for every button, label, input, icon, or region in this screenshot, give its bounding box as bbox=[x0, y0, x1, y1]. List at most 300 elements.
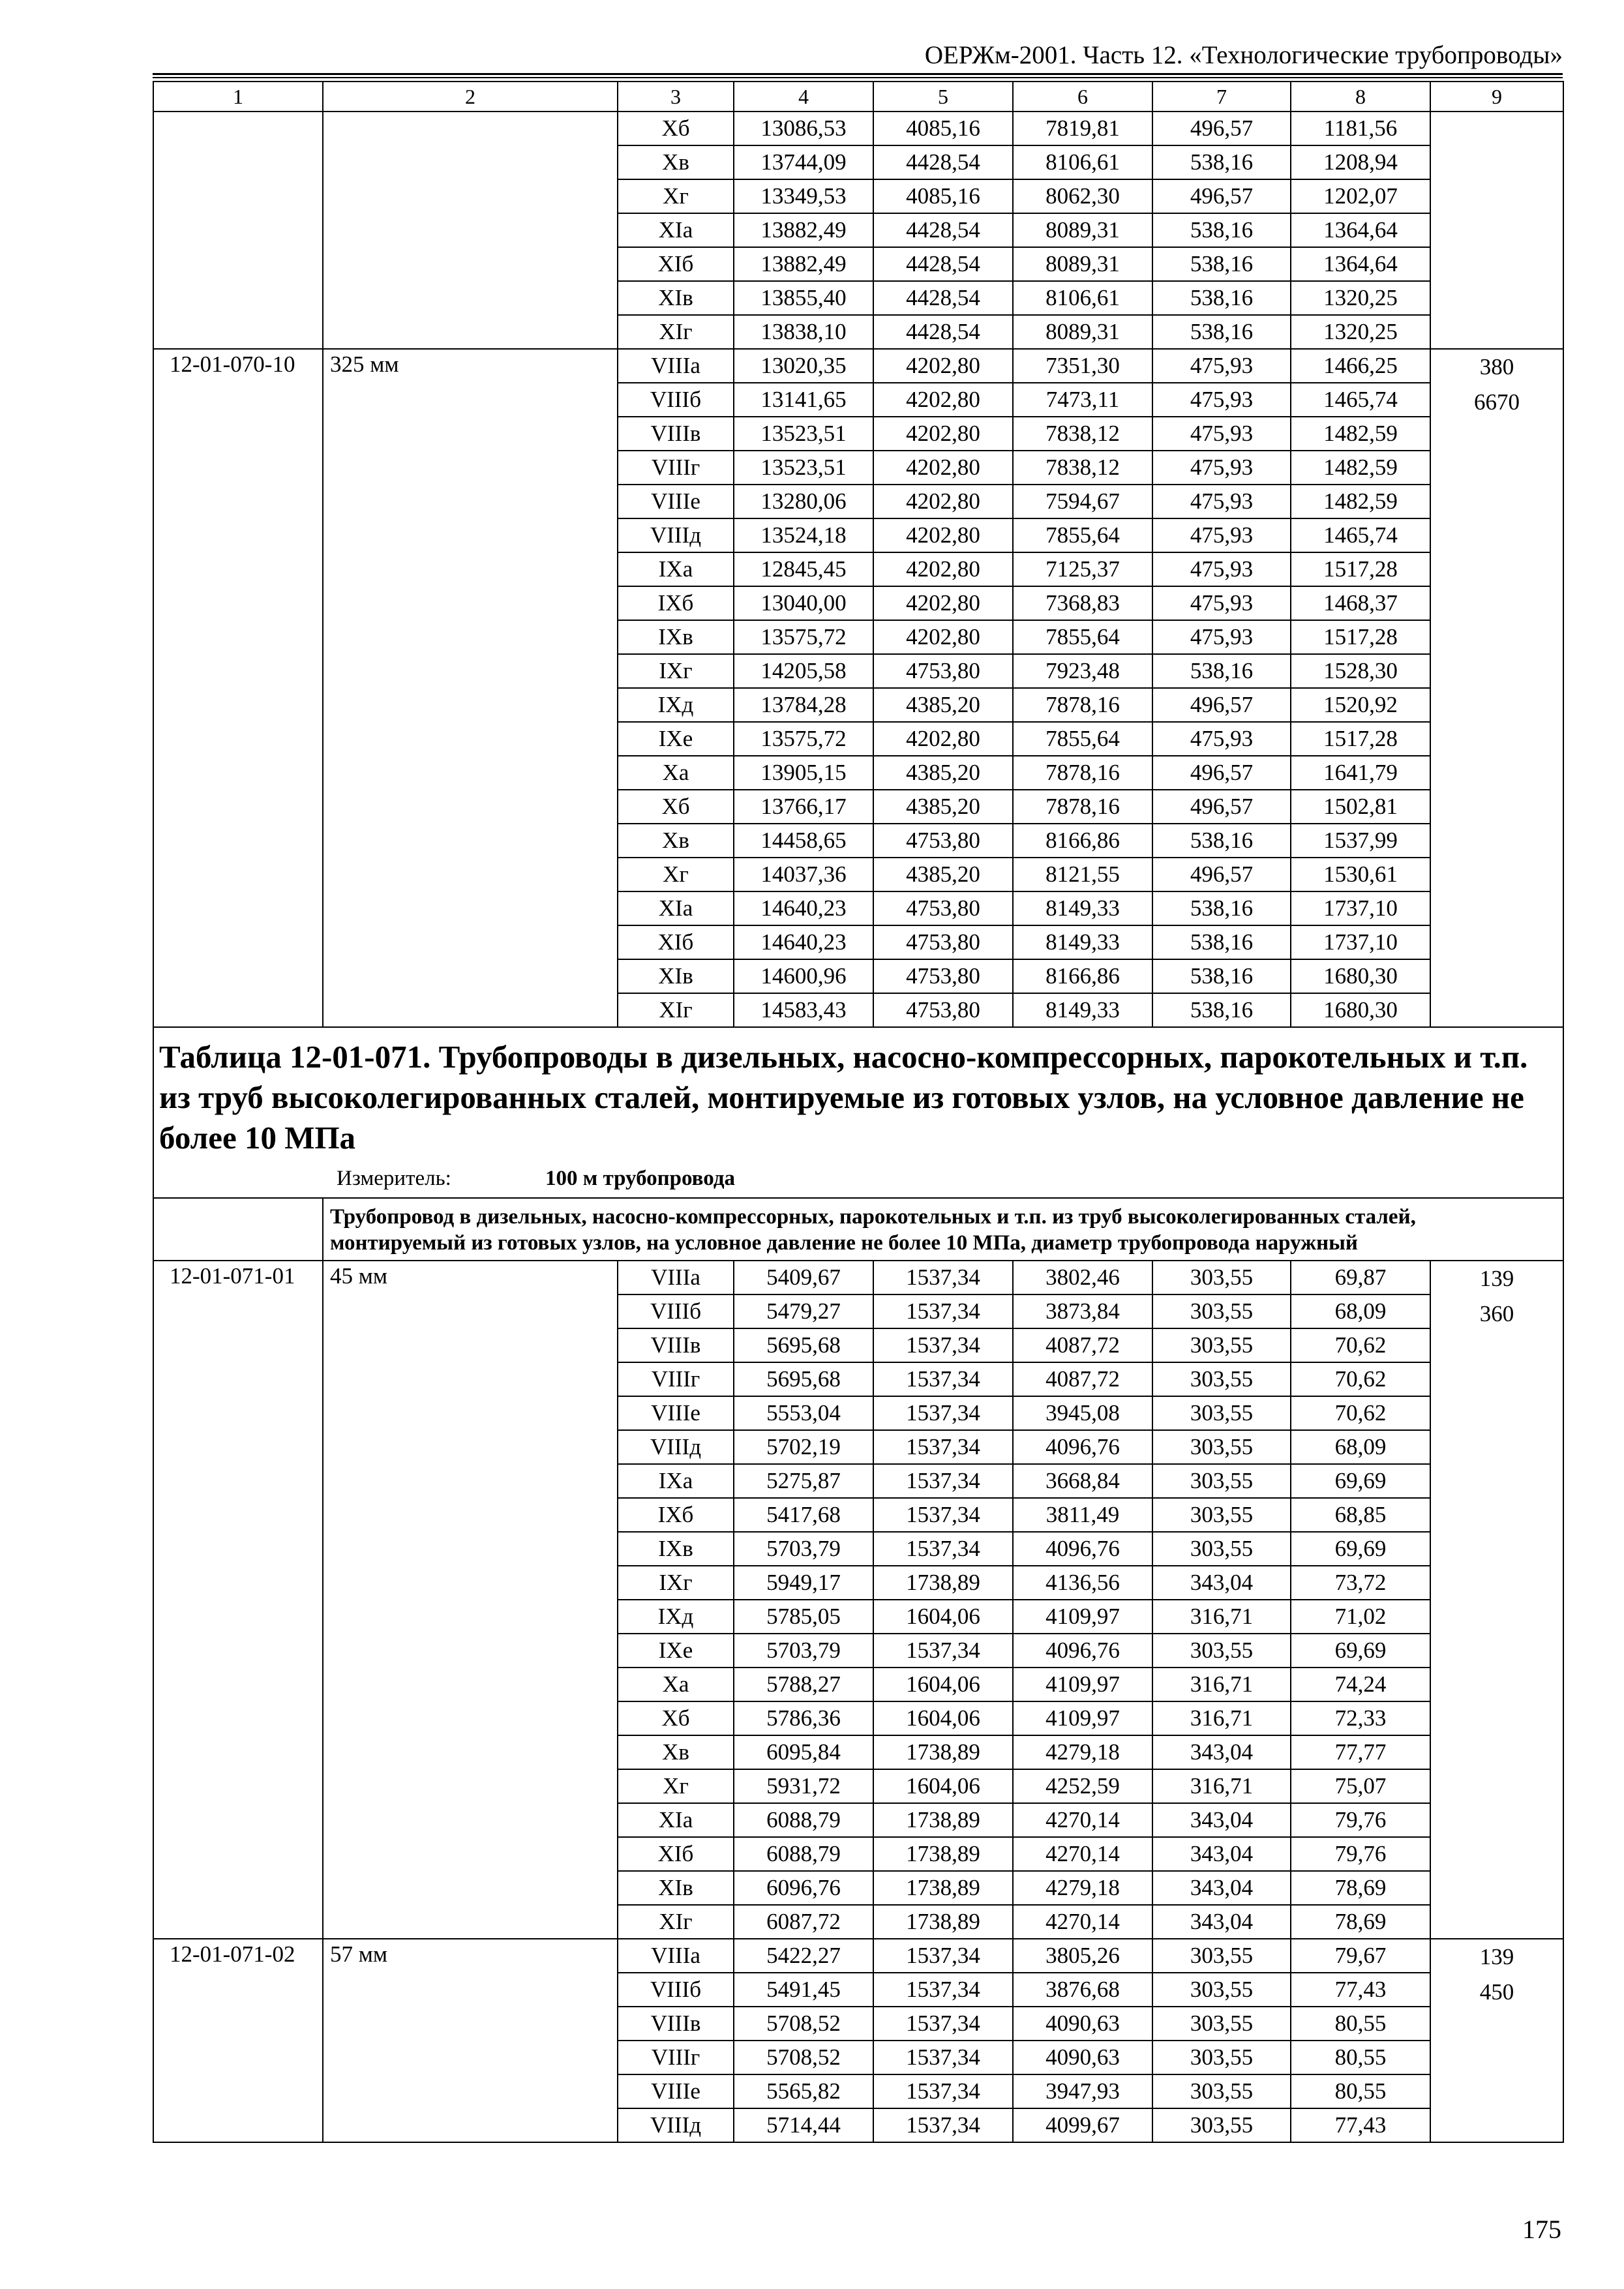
cost-value: 1482,59 bbox=[1291, 485, 1430, 518]
cost-value: 7878,16 bbox=[1013, 688, 1152, 722]
cost-value: 5703,79 bbox=[734, 1532, 873, 1566]
cost-value: 1604,06 bbox=[873, 1668, 1013, 1701]
cost-value: 4087,72 bbox=[1013, 1362, 1152, 1396]
cost-value: 1537,34 bbox=[873, 1430, 1013, 1464]
cost-value: 538,16 bbox=[1152, 654, 1291, 688]
rate-code: 12-01-071-02 bbox=[153, 1939, 323, 2142]
cost-value: 7923,48 bbox=[1013, 654, 1152, 688]
cost-value: 1208,94 bbox=[1291, 145, 1430, 179]
cost-value: 1537,34 bbox=[873, 1396, 1013, 1430]
cost-value: 3947,93 bbox=[1013, 2074, 1152, 2108]
cost-value: 496,57 bbox=[1152, 858, 1291, 891]
cost-value: 1465,74 bbox=[1291, 383, 1430, 417]
cost-value: 7368,83 bbox=[1013, 586, 1152, 620]
cost-value: 303,55 bbox=[1152, 2041, 1291, 2074]
cost-value: 475,93 bbox=[1152, 451, 1291, 485]
cost-value: 13040,00 bbox=[734, 586, 873, 620]
cost-value: 475,93 bbox=[1152, 518, 1291, 552]
description-row bbox=[153, 1198, 1563, 1261]
rate-code bbox=[153, 112, 323, 349]
cost-value: 475,93 bbox=[1152, 552, 1291, 586]
cost-value: 14205,58 bbox=[734, 654, 873, 688]
cost-value: 5703,79 bbox=[734, 1634, 873, 1668]
cost-value: 80,55 bbox=[1291, 2007, 1430, 2041]
cost-value: 4753,80 bbox=[873, 959, 1013, 993]
cost-value: 1482,59 bbox=[1291, 451, 1430, 485]
cost-value: 303,55 bbox=[1152, 1939, 1291, 1973]
column-9-line: 360 bbox=[1479, 1301, 1514, 1326]
cost-value: 68,09 bbox=[1291, 1430, 1430, 1464]
table-description: Трубопровод в дизельных, насосно-компрессорных, парокотельных и т.п. из труб высоколегированных сталей, монтируемый из готовых узлов, на условное давление не более 10 МПа, диаметр трубопровода наружный bbox=[323, 1198, 1563, 1261]
cost-value: 5695,68 bbox=[734, 1328, 873, 1362]
cost-value: 7855,64 bbox=[1013, 518, 1152, 552]
cost-value: 8149,33 bbox=[1013, 891, 1152, 925]
table-row bbox=[153, 1261, 1563, 1294]
work-category: IХд bbox=[618, 688, 734, 722]
cost-value: 4428,54 bbox=[873, 247, 1013, 281]
cost-value: 303,55 bbox=[1152, 1498, 1291, 1532]
work-category: ХIб bbox=[618, 925, 734, 959]
work-category: Хб bbox=[618, 790, 734, 824]
cost-value: 1181,56 bbox=[1291, 112, 1430, 145]
cost-value: 4753,80 bbox=[873, 654, 1013, 688]
work-category: IХд bbox=[618, 1600, 734, 1634]
cost-value: 7878,16 bbox=[1013, 790, 1152, 824]
cost-value: 1738,89 bbox=[873, 1905, 1013, 1939]
cost-value: 13575,72 bbox=[734, 620, 873, 654]
cost-value: 316,71 bbox=[1152, 1600, 1291, 1634]
cost-value: 7838,12 bbox=[1013, 417, 1152, 451]
cost-value: 4428,54 bbox=[873, 145, 1013, 179]
cost-value: 6088,79 bbox=[734, 1803, 873, 1837]
cost-value: 303,55 bbox=[1152, 1362, 1291, 1396]
cost-value: 5949,17 bbox=[734, 1566, 873, 1600]
cost-value: 6095,84 bbox=[734, 1735, 873, 1769]
cost-value: 3945,08 bbox=[1013, 1396, 1152, 1430]
cost-value: 1520,92 bbox=[1291, 688, 1430, 722]
cost-value: 1738,89 bbox=[873, 1566, 1013, 1600]
cost-value: 4090,63 bbox=[1013, 2041, 1152, 2074]
cost-value: 5931,72 bbox=[734, 1769, 873, 1803]
work-category: VIIIа bbox=[618, 1939, 734, 1973]
cost-value: 7351,30 bbox=[1013, 349, 1152, 383]
cost-value: 79,76 bbox=[1291, 1837, 1430, 1871]
cost-value: 14583,43 bbox=[734, 993, 873, 1027]
cost-value: 13523,51 bbox=[734, 451, 873, 485]
cost-value: 1537,34 bbox=[873, 1498, 1013, 1532]
cost-value: 303,55 bbox=[1152, 1464, 1291, 1498]
cost-value: 4270,14 bbox=[1013, 1837, 1152, 1871]
cost-value: 1537,34 bbox=[873, 1939, 1013, 1973]
work-category: ХIг bbox=[618, 993, 734, 1027]
work-category: ХIв bbox=[618, 281, 734, 315]
column-number: 7 bbox=[1152, 82, 1291, 112]
cost-value: 70,62 bbox=[1291, 1362, 1430, 1396]
cost-value: 4202,80 bbox=[873, 349, 1013, 383]
cost-value: 5702,19 bbox=[734, 1430, 873, 1464]
rate-code: 12-01-070-10 bbox=[153, 349, 323, 1027]
cost-value: 3802,46 bbox=[1013, 1261, 1152, 1294]
column-9-line: 380 bbox=[1479, 354, 1514, 380]
pipe-diameter: 45 мм bbox=[323, 1261, 618, 1939]
column-9-value bbox=[1430, 112, 1563, 349]
work-category: VIIIг bbox=[618, 1362, 734, 1396]
cost-value: 1482,59 bbox=[1291, 417, 1430, 451]
cost-value: 75,07 bbox=[1291, 1769, 1430, 1803]
cost-value: 79,67 bbox=[1291, 1939, 1430, 1973]
cost-value: 4090,63 bbox=[1013, 2007, 1152, 2041]
cost-value: 4096,76 bbox=[1013, 1532, 1152, 1566]
work-category: VIIIд bbox=[618, 2108, 734, 2142]
cost-value: 496,57 bbox=[1152, 756, 1291, 790]
cost-value: 5422,27 bbox=[734, 1939, 873, 1973]
cost-value: 7125,37 bbox=[1013, 552, 1152, 586]
cost-value: 303,55 bbox=[1152, 2007, 1291, 2041]
cost-value: 4428,54 bbox=[873, 315, 1013, 349]
cost-value: 303,55 bbox=[1152, 1634, 1291, 1668]
cost-value: 14458,65 bbox=[734, 824, 873, 858]
work-category: Хв bbox=[618, 824, 734, 858]
cost-value: 1468,37 bbox=[1291, 586, 1430, 620]
cost-value: 7855,64 bbox=[1013, 722, 1152, 756]
cost-value: 4096,76 bbox=[1013, 1430, 1152, 1464]
cost-value: 1641,79 bbox=[1291, 756, 1430, 790]
column-number: 9 bbox=[1430, 82, 1563, 112]
cost-value: 14640,23 bbox=[734, 891, 873, 925]
cost-value: 343,04 bbox=[1152, 1803, 1291, 1837]
header-rule-double bbox=[153, 77, 1563, 78]
cost-value: 4428,54 bbox=[873, 213, 1013, 247]
cost-value: 1537,99 bbox=[1291, 824, 1430, 858]
cost-value: 4202,80 bbox=[873, 383, 1013, 417]
rate-code: 12-01-071-01 bbox=[153, 1261, 323, 1939]
cost-value: 69,87 bbox=[1291, 1261, 1430, 1294]
cost-value: 4085,16 bbox=[873, 179, 1013, 213]
cost-value: 5708,52 bbox=[734, 2041, 873, 2074]
page-number: 175 bbox=[1522, 2215, 1561, 2244]
cost-value: 8149,33 bbox=[1013, 993, 1152, 1027]
cost-value: 13523,51 bbox=[734, 417, 873, 451]
cost-value: 4270,14 bbox=[1013, 1905, 1152, 1939]
cost-value: 78,69 bbox=[1291, 1905, 1430, 1939]
cost-value: 303,55 bbox=[1152, 1328, 1291, 1362]
cost-value: 4099,67 bbox=[1013, 2108, 1152, 2142]
work-category: ХIг bbox=[618, 315, 734, 349]
work-category: VIIIб bbox=[618, 1973, 734, 2007]
cost-value: 6088,79 bbox=[734, 1837, 873, 1871]
cost-value: 3805,26 bbox=[1013, 1939, 1152, 1973]
work-category: VIIIа bbox=[618, 349, 734, 383]
cost-value: 80,55 bbox=[1291, 2041, 1430, 2074]
cost-value: 303,55 bbox=[1152, 2074, 1291, 2108]
cost-value: 4385,20 bbox=[873, 790, 1013, 824]
column-9-value bbox=[1430, 1939, 1563, 2142]
work-category: IХа bbox=[618, 1464, 734, 1498]
cost-value: 1604,06 bbox=[873, 1701, 1013, 1735]
table-title-row bbox=[153, 1027, 1563, 1198]
cost-value: 7838,12 bbox=[1013, 451, 1152, 485]
cost-value: 68,85 bbox=[1291, 1498, 1430, 1532]
cost-value: 5695,68 bbox=[734, 1362, 873, 1396]
cost-value: 538,16 bbox=[1152, 213, 1291, 247]
cost-value: 13882,49 bbox=[734, 247, 873, 281]
rates-table-body bbox=[153, 82, 1563, 2142]
cost-value: 538,16 bbox=[1152, 247, 1291, 281]
cost-value: 1537,34 bbox=[873, 1634, 1013, 1668]
cost-value: 4136,56 bbox=[1013, 1566, 1152, 1600]
pipe-diameter: 325 мм bbox=[323, 349, 618, 1027]
cost-value: 7855,64 bbox=[1013, 620, 1152, 654]
cost-value: 475,93 bbox=[1152, 485, 1291, 518]
cost-value: 6087,72 bbox=[734, 1905, 873, 1939]
cost-value: 1737,10 bbox=[1291, 891, 1430, 925]
cost-value: 8149,33 bbox=[1013, 925, 1152, 959]
work-category: Хг bbox=[618, 179, 734, 213]
work-category: ХIг bbox=[618, 1905, 734, 1939]
cost-value: 5714,44 bbox=[734, 2108, 873, 2142]
header-rule bbox=[153, 73, 1563, 75]
cost-value: 4252,59 bbox=[1013, 1769, 1152, 1803]
cost-value: 538,16 bbox=[1152, 145, 1291, 179]
cost-value: 3668,84 bbox=[1013, 1464, 1152, 1498]
work-category: IХе bbox=[618, 1634, 734, 1668]
cost-value: 4279,18 bbox=[1013, 1735, 1152, 1769]
work-category: Ха bbox=[618, 1668, 734, 1701]
work-category: VIIIб bbox=[618, 1294, 734, 1328]
cost-value: 496,57 bbox=[1152, 179, 1291, 213]
cost-value: 538,16 bbox=[1152, 824, 1291, 858]
cost-value: 343,04 bbox=[1152, 1566, 1291, 1600]
cost-value: 4385,20 bbox=[873, 858, 1013, 891]
column-9-line: 139 bbox=[1479, 1944, 1514, 1969]
table-title: Таблица 12-01-071. Трубопроводы в дизельных, насосно-компрессорных, парокотельных и т.п. из труб высоколегированных сталей, монтируемые из готовых узлов, на условное давление не более 10 МПа bbox=[159, 1039, 1528, 1156]
cost-value: 7473,11 bbox=[1013, 383, 1152, 417]
work-category: ХIа bbox=[618, 891, 734, 925]
cost-value: 496,57 bbox=[1152, 790, 1291, 824]
cost-value: 1537,34 bbox=[873, 2041, 1013, 2074]
cost-value: 5479,27 bbox=[734, 1294, 873, 1328]
cost-value: 1537,34 bbox=[873, 1532, 1013, 1566]
cost-value: 4270,14 bbox=[1013, 1803, 1152, 1837]
cost-value: 14600,96 bbox=[734, 959, 873, 993]
cost-value: 12845,45 bbox=[734, 552, 873, 586]
cost-value: 1537,34 bbox=[873, 1294, 1013, 1328]
cost-value: 8166,86 bbox=[1013, 959, 1152, 993]
cost-value: 1364,64 bbox=[1291, 247, 1430, 281]
cost-value: 343,04 bbox=[1152, 1871, 1291, 1905]
cost-value: 8106,61 bbox=[1013, 281, 1152, 315]
cost-value: 475,93 bbox=[1152, 722, 1291, 756]
pipe-diameter: 57 мм bbox=[323, 1939, 618, 2142]
cost-value: 13766,17 bbox=[734, 790, 873, 824]
cost-value: 4753,80 bbox=[873, 891, 1013, 925]
cost-value: 5417,68 bbox=[734, 1498, 873, 1532]
work-category: ХIб bbox=[618, 247, 734, 281]
cost-value: 1465,74 bbox=[1291, 518, 1430, 552]
cost-value: 8166,86 bbox=[1013, 824, 1152, 858]
cost-value: 4385,20 bbox=[873, 756, 1013, 790]
cost-value: 14037,36 bbox=[734, 858, 873, 891]
cost-value: 13141,65 bbox=[734, 383, 873, 417]
cost-value: 1604,06 bbox=[873, 1600, 1013, 1634]
cost-value: 475,93 bbox=[1152, 417, 1291, 451]
work-category: Хг bbox=[618, 1769, 734, 1803]
column-number-row bbox=[153, 82, 1563, 112]
table-row bbox=[153, 349, 1563, 383]
cost-value: 1502,81 bbox=[1291, 790, 1430, 824]
cost-value: 4085,16 bbox=[873, 112, 1013, 145]
cost-value: 316,71 bbox=[1152, 1701, 1291, 1735]
work-category: Ха bbox=[618, 756, 734, 790]
cost-value: 74,24 bbox=[1291, 1668, 1430, 1701]
work-category: IХа bbox=[618, 552, 734, 586]
cost-value: 303,55 bbox=[1152, 1261, 1291, 1294]
cost-value: 1530,61 bbox=[1291, 858, 1430, 891]
cost-value: 4753,80 bbox=[873, 824, 1013, 858]
cost-value: 5553,04 bbox=[734, 1396, 873, 1430]
cost-value: 1604,06 bbox=[873, 1769, 1013, 1803]
cost-value: 4202,80 bbox=[873, 451, 1013, 485]
cost-value: 1680,30 bbox=[1291, 993, 1430, 1027]
cost-value: 4096,76 bbox=[1013, 1634, 1152, 1668]
table-title-cell bbox=[153, 1027, 1563, 1198]
work-category: ХIв bbox=[618, 959, 734, 993]
cost-value: 1738,89 bbox=[873, 1837, 1013, 1871]
cost-value: 13575,72 bbox=[734, 722, 873, 756]
cost-value: 4202,80 bbox=[873, 518, 1013, 552]
cost-value: 13280,06 bbox=[734, 485, 873, 518]
cost-value: 72,33 bbox=[1291, 1701, 1430, 1735]
cost-value: 8106,61 bbox=[1013, 145, 1152, 179]
column-number: 6 bbox=[1013, 82, 1152, 112]
cost-value: 1202,07 bbox=[1291, 179, 1430, 213]
cost-value: 1466,25 bbox=[1291, 349, 1430, 383]
cost-value: 7878,16 bbox=[1013, 756, 1152, 790]
cost-value: 1537,34 bbox=[873, 1261, 1013, 1294]
cost-value: 1737,10 bbox=[1291, 925, 1430, 959]
column-number: 1 bbox=[153, 82, 323, 112]
cost-value: 13905,15 bbox=[734, 756, 873, 790]
work-category: VIIIд bbox=[618, 518, 734, 552]
cost-value: 496,57 bbox=[1152, 112, 1291, 145]
cost-value: 5491,45 bbox=[734, 1973, 873, 2007]
column-9-line: 6670 bbox=[1474, 389, 1520, 415]
cost-value: 303,55 bbox=[1152, 2108, 1291, 2142]
cost-value: 475,93 bbox=[1152, 586, 1291, 620]
cost-value: 303,55 bbox=[1152, 1532, 1291, 1566]
work-category: IХв bbox=[618, 620, 734, 654]
cost-value: 4202,80 bbox=[873, 417, 1013, 451]
cost-value: 1320,25 bbox=[1291, 281, 1430, 315]
cost-value: 5785,05 bbox=[734, 1600, 873, 1634]
cost-value: 303,55 bbox=[1152, 1396, 1291, 1430]
work-category: Хг bbox=[618, 858, 734, 891]
cost-value: 475,93 bbox=[1152, 383, 1291, 417]
cost-value: 5409,67 bbox=[734, 1261, 873, 1294]
work-category: VIIIв bbox=[618, 2007, 734, 2041]
work-category: VIIIд bbox=[618, 1430, 734, 1464]
cost-value: 80,55 bbox=[1291, 2074, 1430, 2108]
work-category: Хб bbox=[618, 112, 734, 145]
cost-value: 316,71 bbox=[1152, 1668, 1291, 1701]
column-number: 8 bbox=[1291, 82, 1430, 112]
cost-value: 1528,30 bbox=[1291, 654, 1430, 688]
cost-value: 4753,80 bbox=[873, 993, 1013, 1027]
column-9-value bbox=[1430, 349, 1563, 1027]
column-number: 3 bbox=[618, 82, 734, 112]
cost-value: 79,76 bbox=[1291, 1803, 1430, 1837]
description-spacer bbox=[153, 1198, 323, 1261]
unit-label: Измеритель: bbox=[337, 1167, 451, 1190]
cost-value: 303,55 bbox=[1152, 1973, 1291, 2007]
column-9-line: 139 bbox=[1479, 1266, 1514, 1291]
cost-value: 4202,80 bbox=[873, 620, 1013, 654]
cost-value: 303,55 bbox=[1152, 1294, 1291, 1328]
work-category: VIIIв bbox=[618, 1328, 734, 1362]
cost-value: 4202,80 bbox=[873, 485, 1013, 518]
cost-value: 1738,89 bbox=[873, 1803, 1013, 1837]
cost-value: 1537,34 bbox=[873, 2074, 1013, 2108]
work-category: VIIIе bbox=[618, 2074, 734, 2108]
cost-value: 475,93 bbox=[1152, 349, 1291, 383]
cost-value: 71,02 bbox=[1291, 1600, 1430, 1634]
cost-value: 475,93 bbox=[1152, 620, 1291, 654]
cost-value: 3873,84 bbox=[1013, 1294, 1152, 1328]
cost-value: 13349,53 bbox=[734, 179, 873, 213]
table-unit bbox=[159, 1165, 1557, 1192]
column-9-value bbox=[1430, 1261, 1563, 1939]
work-category: IХб bbox=[618, 1498, 734, 1532]
cost-value: 538,16 bbox=[1152, 315, 1291, 349]
cost-value: 496,57 bbox=[1152, 688, 1291, 722]
cost-value: 1738,89 bbox=[873, 1735, 1013, 1769]
rates-table bbox=[153, 81, 1564, 2143]
cost-value: 4109,97 bbox=[1013, 1701, 1152, 1735]
cost-value: 13855,40 bbox=[734, 281, 873, 315]
cost-value: 13744,09 bbox=[734, 145, 873, 179]
cost-value: 5708,52 bbox=[734, 2007, 873, 2041]
cost-value: 3876,68 bbox=[1013, 1973, 1152, 2007]
cost-value: 1517,28 bbox=[1291, 620, 1430, 654]
cost-value: 5565,82 bbox=[734, 2074, 873, 2108]
cost-value: 78,69 bbox=[1291, 1871, 1430, 1905]
work-category: VIIIв bbox=[618, 417, 734, 451]
cost-value: 538,16 bbox=[1152, 925, 1291, 959]
cost-value: 4753,80 bbox=[873, 925, 1013, 959]
cost-value: 538,16 bbox=[1152, 993, 1291, 1027]
cost-value: 1537,34 bbox=[873, 2108, 1013, 2142]
cost-value: 1738,89 bbox=[873, 1871, 1013, 1905]
work-category: IХв bbox=[618, 1532, 734, 1566]
work-category: IХе bbox=[618, 722, 734, 756]
cost-value: 343,04 bbox=[1152, 1837, 1291, 1871]
cost-value: 4202,80 bbox=[873, 552, 1013, 586]
cost-value: 69,69 bbox=[1291, 1532, 1430, 1566]
work-category: VIIIа bbox=[618, 1261, 734, 1294]
work-category: IХг bbox=[618, 654, 734, 688]
cost-value: 8062,30 bbox=[1013, 179, 1152, 213]
work-category: ХIв bbox=[618, 1871, 734, 1905]
column-9-line: 450 bbox=[1479, 1979, 1514, 2005]
running-header: ОЕРЖм-2001. Часть 12. «Технологические трубопроводы» bbox=[924, 41, 1563, 69]
cost-value: 77,77 bbox=[1291, 1735, 1430, 1769]
work-category: VIIIе bbox=[618, 485, 734, 518]
cost-value: 1517,28 bbox=[1291, 722, 1430, 756]
cost-value: 7594,67 bbox=[1013, 485, 1152, 518]
cost-value: 4109,97 bbox=[1013, 1668, 1152, 1701]
work-category: VIIIг bbox=[618, 2041, 734, 2074]
cost-value: 538,16 bbox=[1152, 281, 1291, 315]
